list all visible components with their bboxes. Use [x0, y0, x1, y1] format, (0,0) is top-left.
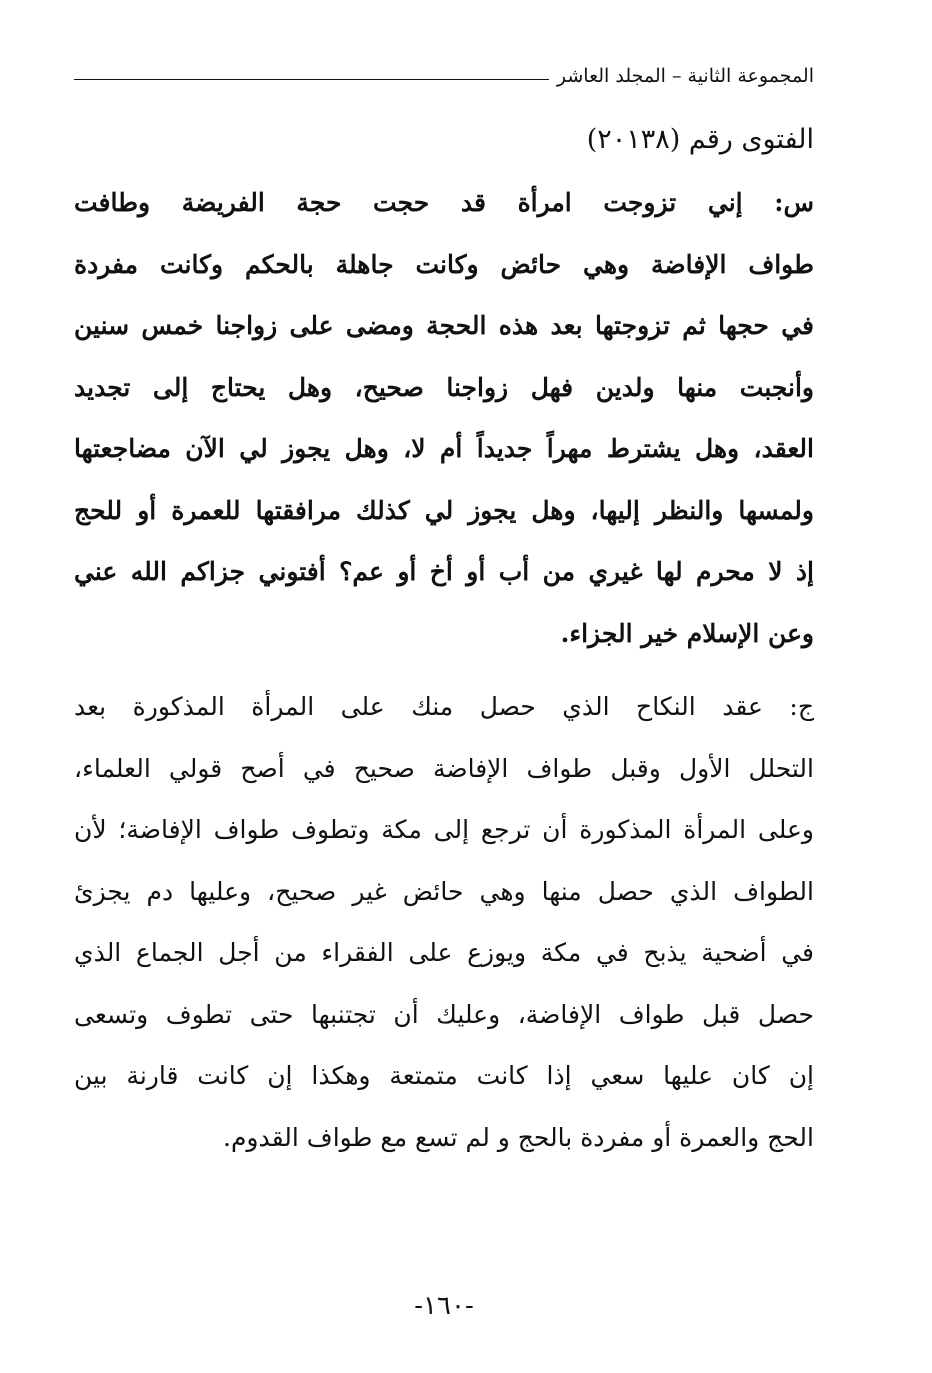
question-line: وأنجبت منها ولدين فهل زواجنا صحيح، وهل يحتاج إلى تجديد	[74, 372, 814, 402]
header-rule	[74, 79, 549, 80]
answer-line: وعلى المرأة المذكورة أن ترجع إلى مكة وتطوف طواف الإفاضة؛ لأن	[74, 815, 814, 844]
question-line: س: إني تزوجت امرأة قد حجت حجة الفريضة وطافت	[74, 188, 814, 217]
answer-line: إن كان عليها سعي إذا كانت متمتعة وهكذا إن كانت قارنة بين	[74, 1061, 814, 1090]
question-line: وعن الإسلام خير الجزاء.	[560, 618, 814, 648]
answer-line: حصل قبل طواف الإفاضة، وعليك أن تجتنبها حتى تطوف وتسعى	[74, 999, 814, 1029]
answer-line: الطواف الذي حصل منها وهي حائض غير صحيح، وعليها دم يجزئ	[74, 876, 814, 906]
question-line: ولمسها والنظر إليها، وهل يجوز لي كذلك مرافقتها للعمرة أو للحج	[74, 495, 814, 525]
question-line: في حجها ثم تزوجتها بعد هذه الحجة ومضى على زواجنا خمس سنين	[74, 311, 814, 340]
page-number: -١٦٠-	[414, 1291, 474, 1321]
question-line: طواف الإفاضة وهي حائض وكانت جاهلة بالحكم وكانت مفردة	[74, 249, 814, 279]
question-line: إذ لا محرم لها غيري من أب أو أخ أو عم؟ أفتوني جزاكم الله عني	[74, 557, 814, 586]
answer-paragraph	[74, 676, 814, 1168]
answer-line: ج: عقد النكاح الذي حصل منك على المرأة المذكورة بعد	[74, 692, 814, 721]
fatwa-number: الفتوى رقم (٢٠١٣٨)	[586, 124, 814, 155]
running-header	[74, 58, 814, 88]
question-line: العقد، وهل يشترط مهراً جديداً أم لا، وهل يجوز لي الآن مضاجعتها	[74, 434, 814, 463]
question-paragraph	[74, 172, 814, 664]
answer-line: الحج والعمرة أو مفردة بالحج و لم تسع مع طواف القدوم.	[223, 1122, 814, 1152]
running-title: المجموعة الثانية – المجلد العاشر	[556, 65, 814, 87]
answer-line: التحلل الأول وقبل طواف الإفاضة صحيح في أصح قولي العلماء،	[74, 753, 814, 783]
book-page	[74, 0, 814, 1373]
answer-line: في أضحية يذبح في مكة ويوزع على الفقراء من أجل الجماع الذي	[74, 938, 814, 967]
